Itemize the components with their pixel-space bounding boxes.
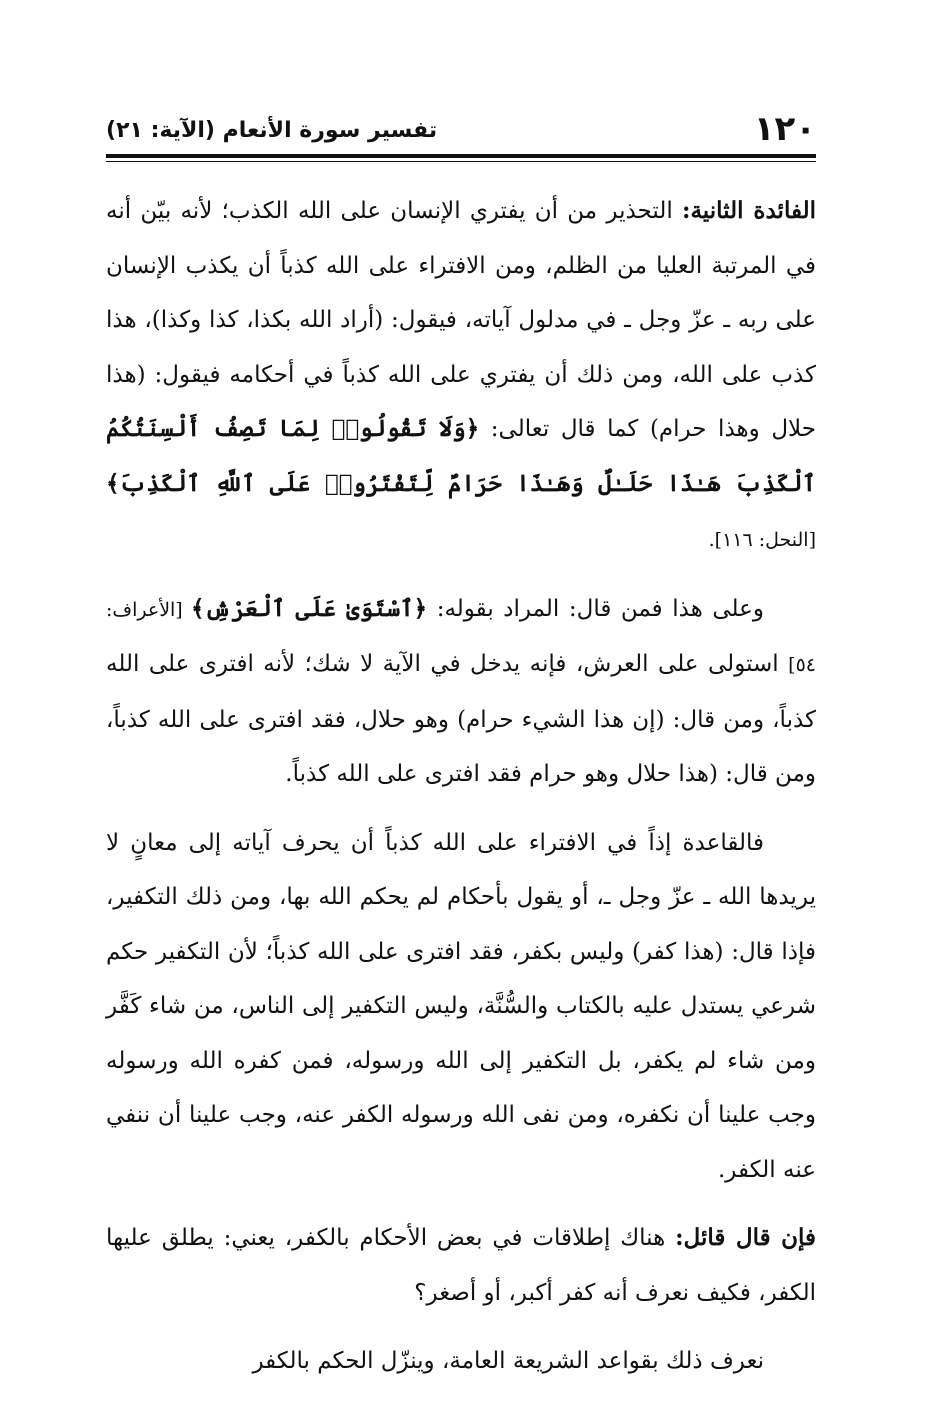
body-text: التحذير من أن يفتري الإنسان على الله الكذب؛ لأنه بيّن أنه في المرتبة العليا من الظلم، ومن الافتراء على الله كذباً أن يكذب الإنسان على ربه ـ عزّ وجل ـ في مدلول آياته، فيقول: (أراد الله بكذا، كذا وكذا)، هذا كذب على الله، ومن ذلك أن يفتري على الله كذباً في أحكامه فيقول: (هذا حلال وهذا حرام) كما قال تعالى: — [106, 198, 816, 442]
paragraph-rule-on-takfir — [106, 816, 816, 1198]
verse-reference: [الأعراف: ٥٤] — [106, 598, 816, 676]
body-text: وعلى هذا فمن قال: المراد بقوله: — [427, 595, 765, 622]
page-body — [106, 184, 816, 1389]
body-text: فالقاعدة إذاً في الافتراء على الله كذباً أن يحرف آياته إلى معانٍ لا يريدها الله ـ عزّ وجل ـ، أو يقول بأحكام لم يحكم الله بها، ومن ذلك التكفير، فإذا قال: (هذا كفر) وليس بكفر، فقد افترى على الله كذباً؛ لأن التكفير حكم شرعي يستدل عليه بالكتاب والسُّنَّة، وليس التكفير إلى الناس، من شاء كَفَّر ومن شاء لم يكفر، بل التكفير إلى الله ورسوله، فمن كفره الله ورسوله وجب علينا أن نكفره، ومن نفى الله ورسوله الكفر عنه، وجب علينا أن ننفي عنه الكفر. — [106, 829, 816, 1183]
quran-verse: ﴿وَلَا تَقُولُوا۟ لِمَا تَصِفُ أَلْسِنَتُكُمُ ٱلْكَذِبَ هَـٰذَا حَلَـٰلٌ وَهَـٰذَا حَرَامٌ لِّتَفْتَرُوا۟ عَلَى ٱللَّهِ ٱلْكَذِبَ﴾ — [106, 415, 816, 497]
paragraph-answer — [106, 1334, 816, 1389]
page-number: ١٢٠ — [753, 109, 816, 149]
paragraph-objection — [106, 1211, 816, 1320]
header-rule — [106, 154, 816, 158]
paragraph-lead: الفائدة الثانية: — [681, 197, 816, 224]
header-rule-thin — [106, 161, 816, 162]
paragraph-second-benefit — [106, 184, 816, 568]
paragraph-lead: فإن قال قائل: — [675, 1224, 816, 1251]
body-text: هناك إطلاقات في بعض الأحكام بالكفر، يعني: يطلق عليها الكفر، فكيف نعرف أنه كفر أكبر، أو أصغر؟ — [106, 1225, 816, 1306]
quran-verse: ﴿ٱسْتَوَىٰ عَلَى ٱلْعَرْشِ﴾ — [191, 594, 428, 622]
body-text: نعرف ذلك بقواعد الشريعة العامة، وينزّل الحكم بالكفر — [252, 1348, 764, 1374]
body-text: استولى على العرش، فإنه يدخل في الآية لا شك؛ لأنه افترى على الله كذباً، ومن قال: (إن هذا الشيء حرام) وهو حلال، فقد افترى على الله كذباً، ومن قال: (هذا حلال وهو حرام فقد افترى على الله كذباً. — [106, 651, 816, 787]
running-title: تفسير سورة الأنعام (الآية: ٢١) — [106, 118, 438, 143]
verse-reference: [النحل: ١١٦]. — [708, 529, 816, 551]
page-header — [106, 100, 816, 149]
paragraph-istawa-example — [106, 582, 816, 802]
